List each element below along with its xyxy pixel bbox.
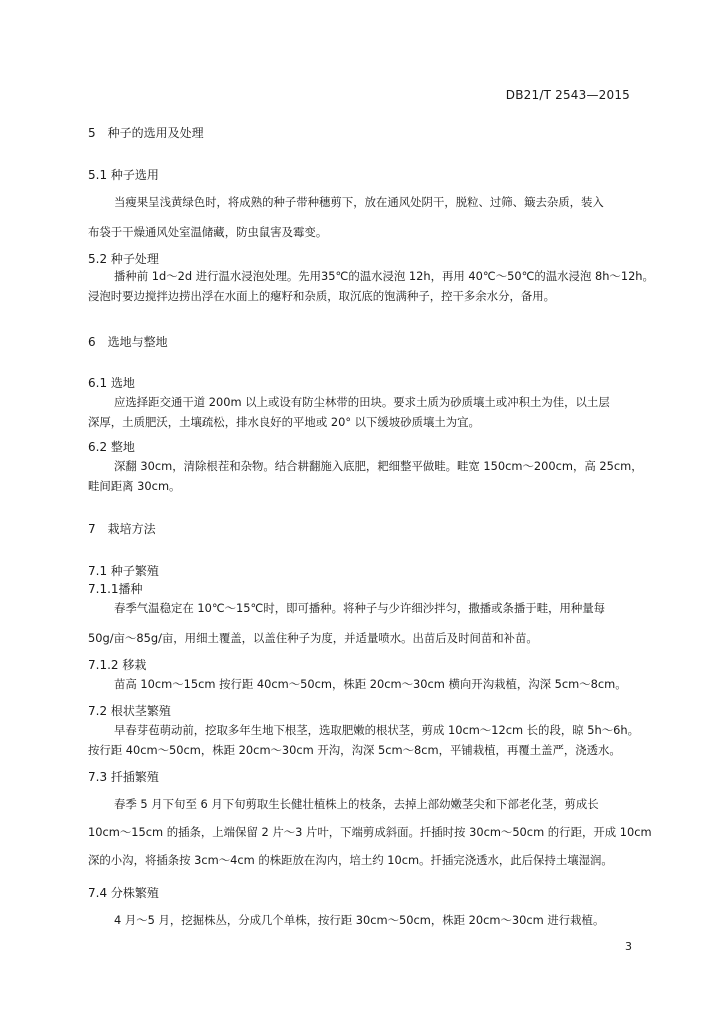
section-6-2-paragraph: [88, 456, 658, 496]
paragraph-line: 浸泡时要边搅拌边捞出浮在水面上的瘪籽和杂质，取沉底的饱满种子，控干多余水分，备用。: [88, 289, 556, 303]
section-5-2-paragraph: [88, 266, 658, 306]
standard-code: DB21/T 2543—2015: [505, 88, 630, 102]
paragraph-line: 按行距 40cm～50cm，株距 20cm～30cm 开沟，沟深 5cm～8cm，平铺栽植，再覆土盖严，浇透水。: [88, 743, 621, 757]
paragraph-line: 播种前 1d～2d 进行温水浸泡处理。先用35℃的温水浸泡 12h，再用 40℃～50℃的温水浸泡 8h～12h。: [114, 269, 654, 283]
paragraph-line: 当瘦果呈浅黄绿色时，将成熟的种子带种穗剪下，放在通风处阴干，脱粒、过筛、簸去杂质，装入: [114, 195, 604, 209]
section-7-2-title: 7.2 根状茎繁殖: [88, 704, 171, 718]
section-5-1-paragraph: [88, 192, 658, 242]
section-7-1-1-title: 7.1.1播种: [88, 582, 143, 596]
paragraph-line: 布袋于干燥通风处室温储藏，防虫鼠害及霉变。: [88, 225, 328, 239]
section-6-2-title: 6.2 整地: [88, 440, 135, 454]
section-7-4-title: 7.4 分株繁殖: [88, 886, 159, 900]
section-7-1-1-paragraph: [88, 598, 658, 648]
paragraph-line: 早春芽苞萌动前，挖取多年生地下根茎，选取肥嫩的根状茎，剪成 10cm～12cm 长的段，晾 5h～6h。: [114, 723, 639, 737]
page-number: 3: [625, 940, 632, 953]
section-5-2-title: 5.2 种子处理: [88, 252, 159, 266]
paragraph-line: 深的小沟，将插条按 3cm～4cm 的株距放在沟内，培土约 10cm。扦插完浇透水，此后保持土壤湿润。: [88, 853, 613, 867]
paragraph-line: 10cm～15cm 的插条，上端保留 2 片～3 片叶，下端剪成斜面。扦插时按 30cm～50cm 的行距，开成 10cm: [88, 825, 652, 839]
paragraph-line: 深厚，土质肥沃，土壤疏松，排水良好的平地或 20° 以下缓坡砂质壤土为宜。: [88, 415, 480, 429]
paragraph-line: 4 月～5 月，挖掘株丛，分成几个单株，按行距 30cm～50cm，株距 20cm～30cm 进行栽植。: [114, 913, 605, 927]
section-7-3-title: 7.3 扦插繁殖: [88, 770, 159, 784]
section-7-3-paragraph: [88, 794, 658, 870]
section-5-1-title: 5.1 种子选用: [88, 168, 159, 182]
section-7-1-title: 7.1 种子繁殖: [88, 564, 159, 578]
paragraph-line: 苗高 10cm～15cm 按行距 40cm～50cm，株距 20cm～30cm 横向开沟栽植，沟深 5cm～8cm。: [114, 677, 627, 691]
section-6-1-paragraph: [88, 392, 658, 432]
paragraph-line: 春季 5 月下旬至 6 月下旬剪取生长健壮植株上的枝条，去掉上部幼嫩茎尖和下部老化茎，剪成长: [114, 797, 599, 811]
section-7-title: 7 栽培方法: [88, 522, 156, 536]
paragraph-line: 畦间距离 30cm。: [88, 479, 181, 493]
section-6-title: 6 选地与整地: [88, 335, 168, 349]
paragraph-line: 春季气温稳定在 10℃～15℃时，即可播种。将种子与少许细沙拌匀，撒播或条播于畦，用种量每: [114, 601, 606, 615]
paragraph-line: 深翻 30cm，清除根茬和杂物。结合耕翻施入底肥，耙细整平做畦。畦宽 150cm～200cm，高 25cm，: [114, 459, 643, 473]
section-7-1-2-title: 7.1.2 移栽: [88, 658, 147, 672]
section-5-title: 5 种子的选用及处理: [88, 126, 204, 140]
section-7-1-2-paragraph: [88, 674, 658, 694]
paragraph-line: 应选择距交通干道 200m 以上或设有防尘林带的田块。要求土质为砂质壤土或冲积土为佳，以土层: [114, 395, 610, 409]
section-7-4-paragraph: [88, 910, 658, 930]
paragraph-line: 50g/亩～85g/亩，用细土覆盖，以盖住种子为度，并适量喷水。出苗后及时间苗和补苗。: [88, 631, 538, 645]
section-7-2-paragraph: [88, 720, 658, 760]
section-6-1-title: 6.1 选地: [88, 376, 135, 390]
